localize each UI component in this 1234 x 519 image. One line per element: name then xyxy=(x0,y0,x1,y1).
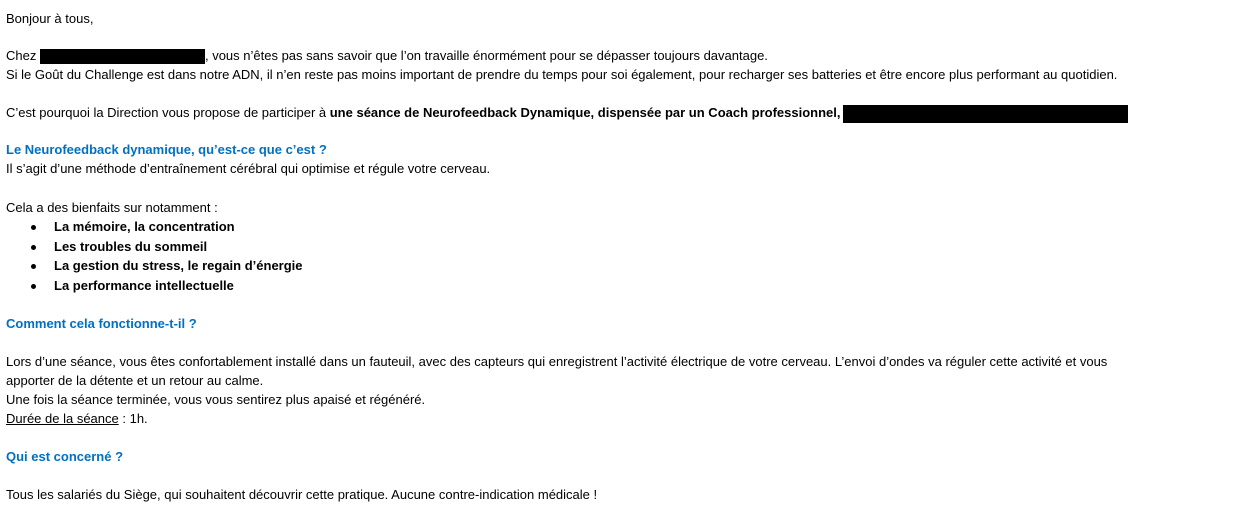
challenge-paragraph: Si le Goût du Challenge est dans notre ADN, il n’en reste pas moins important de prendre du temps pour soi également, pour recharger ses batteries et être encore plus performant au quotidien. xyxy=(6,67,1118,82)
bullet-icon xyxy=(31,245,36,250)
proposal-paragraph xyxy=(6,103,1128,122)
greeting: Bonjour à tous, xyxy=(6,11,94,26)
list-item xyxy=(0,217,303,237)
duration-label: Durée de la séance xyxy=(6,411,119,426)
duration-value: : 1h. xyxy=(118,411,148,426)
bullet-icon xyxy=(31,225,36,230)
section-text-who: Tous les salariés du Siège, qui souhaitent découvrir cette pratique. Aucune contre-indication médicale ! xyxy=(6,487,598,502)
session-duration xyxy=(6,409,148,428)
proposal-prefix: C’est pourquoi la Direction vous propose de participer à xyxy=(6,105,330,120)
benefit-label: La mémoire, la concentration xyxy=(54,219,235,234)
how-it-works-line-2: apporter de la détente et un retour au calme. xyxy=(6,373,264,388)
benefit-label: La performance intellectuelle xyxy=(54,278,234,294)
section-heading-what-is-it: Le Neurofeedback dynamique, qu’est-ce que c’est ? xyxy=(6,142,327,157)
list-item xyxy=(0,276,303,296)
redacted-coach-name xyxy=(843,105,1128,123)
benefit-label: Les troubles du sommeil xyxy=(54,238,208,254)
section-heading-how-it-works: Comment cela fonctionne-t-il ? xyxy=(6,316,197,331)
list-item xyxy=(0,237,303,257)
how-it-works-line-1: Lors d’une séance, vous êtes confortablement installé dans un fauteuil, avec des capteurs qui enregistrent l’activité électrique de votre cerveau. L’envoi d’ondes va réguler cette activité et vous xyxy=(6,354,1108,369)
intro-suffix: , vous n’êtes pas sans savoir que l’on travaille énormément pour se dépasser toujours davantage. xyxy=(204,48,768,63)
proposal-bold: une séance de Neurofeedback Dynamique, dispensée par un Coach professionnel, xyxy=(329,105,841,120)
bullet-icon xyxy=(31,284,36,289)
how-it-works-line-3: Une fois la séance terminée, vous vous sentirez plus apaisé et régénéré. xyxy=(6,392,426,407)
intro-paragraph-line xyxy=(6,46,768,65)
bullet-icon xyxy=(31,264,36,269)
redacted-company-name xyxy=(40,49,205,64)
benefits-intro: Cela a des bienfaits sur notamment : xyxy=(6,200,218,215)
section-heading-who: Qui est concerné ? xyxy=(6,449,124,464)
benefit-label: La gestion du stress, le regain d’énergie xyxy=(54,258,303,274)
section-text-what-is-it: Il s’agit d’une méthode d’entraînement cérébral qui optimise et régule votre cerveau. xyxy=(6,161,491,176)
benefits-list xyxy=(0,217,303,296)
list-item xyxy=(0,256,303,276)
intro-prefix: Chez xyxy=(6,48,40,63)
